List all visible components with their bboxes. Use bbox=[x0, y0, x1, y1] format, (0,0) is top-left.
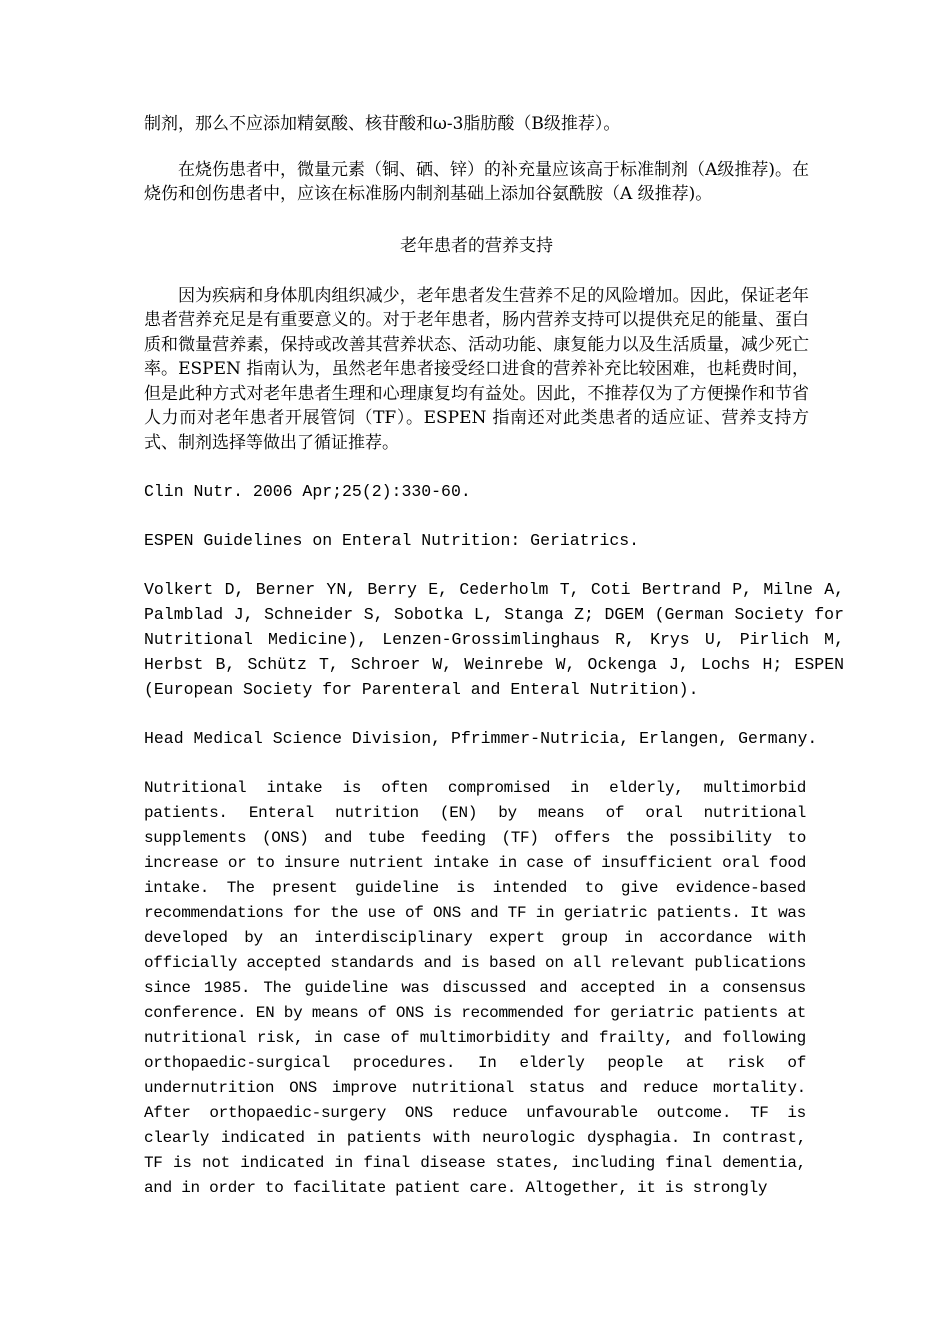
abstract: Nutritional intake is often compromised in elderly, multimorbid patients. Enteral nutrition (EN) by means of oral nutritional supplements (ONS) and tube feeding (TF) offers the possibility to increase or to insure nutrient intake in case of insufficient oral food intake. The present guideline is intended to give evidence-based recommendations for the use of ONS and TF in geriatric patients. It was developed by an interdisciplinary expert group in accordance with officially accepted standards and is based on all relevant publications since 1985. The guideline was discussed and accepted in a consensus conference. EN by means of ONS is recommended for geriatric patients at nutritional risk, in case of multimorbidity and frailty, and following orthopaedic-surgical procedures. In elderly people at risk of undernutrition ONS improve nutritional status and reduce mortality. After orthopaedic-surgery ONS reduce unfavourable outcome. TF is clearly indicated in patients with neurologic dysphagia. In contrast, TF is not indicated in final disease states, including final dementia, and in order to facilitate patient care. Altogether, it is strongly bbox=[144, 779, 806, 1197]
paragraph-burns: 在烧伤患者中，微量元素（铜、硒、锌）的补充量应该高于标准制剂（A级推荐)。在烧伤和创伤患者中，应该在标准肠内制剂基础上添加谷氨酰胺（A 级推荐)。 bbox=[144, 159, 809, 204]
article-title: ESPEN Guidelines on Enteral Nutrition: Geriatrics. bbox=[144, 531, 640, 550]
document-page bbox=[144, 108, 844, 1201]
section-heading: 老年患者的营养支持 bbox=[400, 235, 553, 256]
citation: Clin Nutr. 2006 Apr;25(2):330-60. bbox=[144, 482, 471, 501]
paragraph-top: 制剂，那么不应添加精氨酸、核苷酸和ω-3脂肪酸（B级推荐）。 bbox=[144, 114, 621, 134]
authors: Volkert D, Berner YN, Berry E, Cederholm T, Coti Bertrand P, Milne A, Palmblad J, Schneider S, Sobotka L, Stanga Z; DGEM (German Society for Nutritional Medicine), Lenzen-Grossimlinghaus R, Krys U, Pirlich M, Herbst B, Schütz T, Schroer W, Weinrebe W, Ockenga J, Lochs H; ESPEN (European Society for Parenteral and Enteral Nutrition). bbox=[144, 580, 844, 699]
affiliation: Head Medical Science Division, Pfrimmer-Nutricia, Erlangen, Germany. bbox=[144, 729, 818, 748]
paragraph-elderly: 因为疾病和身体肌肉组织减少，老年患者发生营养不足的风险增加。因此，保证老年患者营养充足是有重要意义的。对于老年患者，肠内营养支持可以提供充足的能量、蛋白质和微量营养素，保持或改善其营养状态、活动功能、康复能力以及生活质量，减少死亡率。ESPEN 指南认为，虽然老年患者接受经口进食的营养补充比较困难，也耗费时间，但是此种方式对老年患者生理和心理康复均有益处。因此，不推荐仅为了方便操作和节省人力而对老年患者开展管饲（TF）。ESPEN 指南还对此类患者的适应证、营养支持方式、制剂选择等做出了循证推荐。 bbox=[144, 285, 809, 453]
